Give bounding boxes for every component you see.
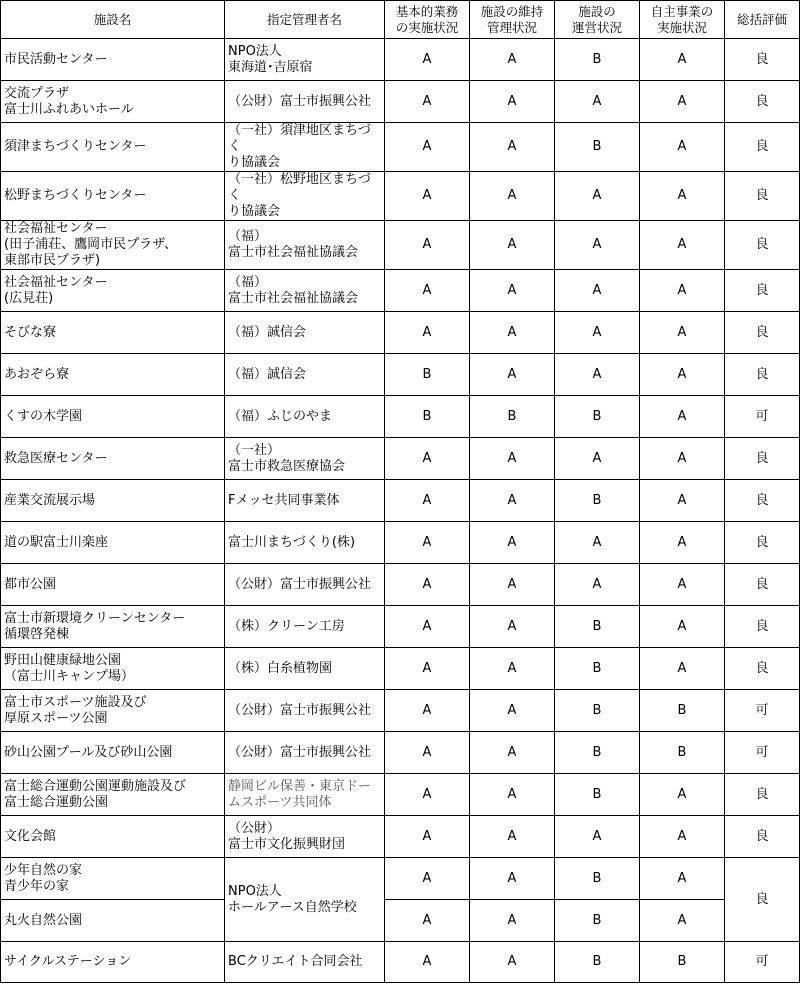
own-projects-cell: A <box>640 39 725 81</box>
own-projects-cell: A <box>640 774 725 816</box>
own-projects-cell: A <box>640 648 725 690</box>
facility-name-cell: 産業交流展示場 <box>1 480 225 522</box>
manager-name-cell: （福）誠信会 <box>225 354 385 396</box>
maintenance-cell: A <box>470 438 555 480</box>
header-manager: 指定管理者名 <box>225 1 385 39</box>
own-projects-cell: A <box>640 396 725 438</box>
own-projects-cell: A <box>640 172 725 221</box>
table-body <box>1 39 800 983</box>
basic-operations-cell: A <box>385 816 470 858</box>
maintenance-cell: A <box>470 858 555 900</box>
facility-name-cell: 市民活動センター <box>1 39 225 81</box>
facility-name-cell: 社会福祉センター (広見荘) <box>1 270 225 312</box>
basic-operations-cell: A <box>385 858 470 900</box>
operation-cell: A <box>555 270 640 312</box>
table-row <box>1 270 800 312</box>
maintenance-cell: A <box>470 270 555 312</box>
table-row <box>1 690 800 732</box>
facility-name-cell: 少年自然の家 青少年の家 <box>1 858 225 900</box>
operation-cell: A <box>555 221 640 270</box>
maintenance-cell: A <box>470 900 555 942</box>
overall-rating-cell: 良 <box>725 172 800 221</box>
maintenance-cell: A <box>470 564 555 606</box>
maintenance-cell: A <box>470 221 555 270</box>
own-projects-cell: B <box>640 690 725 732</box>
basic-operations-cell: A <box>385 900 470 942</box>
table-row <box>1 354 800 396</box>
manager-name-cell: 静岡ビル保善・東京ドー ムスポーツ共同体 <box>225 774 385 816</box>
table-row <box>1 816 800 858</box>
basic-operations-cell: A <box>385 606 470 648</box>
basic-operations-cell: A <box>385 942 470 983</box>
maintenance-cell: A <box>470 732 555 774</box>
own-projects-cell: A <box>640 564 725 606</box>
basic-operations-cell: A <box>385 221 470 270</box>
table-row <box>1 123 800 172</box>
operation-cell: A <box>555 312 640 354</box>
basic-operations-cell: A <box>385 522 470 564</box>
facility-name-cell: 富士市新環境クリーンセンター 循環啓発棟 <box>1 606 225 648</box>
facility-name-cell: 都市公園 <box>1 564 225 606</box>
maintenance-cell: A <box>470 354 555 396</box>
own-projects-cell: A <box>640 438 725 480</box>
basic-operations-cell: B <box>385 354 470 396</box>
overall-rating-cell: 良 <box>725 81 800 123</box>
table-row <box>1 942 800 983</box>
basic-operations-cell: A <box>385 438 470 480</box>
maintenance-cell: A <box>470 942 555 983</box>
overall-rating-cell: 良 <box>725 354 800 396</box>
table-row <box>1 396 800 438</box>
facility-name-cell: 社会福祉センター (田子浦荘、鷹岡市民プラザ、 東部市民プラザ) <box>1 221 225 270</box>
maintenance-cell: A <box>470 606 555 648</box>
header-row <box>1 1 800 39</box>
manager-name-cell: （株）クリーン工房 <box>225 606 385 648</box>
overall-rating-cell: 良 <box>725 480 800 522</box>
facility-name-cell: 交流プラザ 富士川ふれあいホール <box>1 81 225 123</box>
maintenance-cell: A <box>470 39 555 81</box>
basic-operations-cell: A <box>385 564 470 606</box>
basic-operations-cell: A <box>385 270 470 312</box>
operation-cell: A <box>555 816 640 858</box>
overall-rating-cell: 可 <box>725 396 800 438</box>
operation-cell: A <box>555 564 640 606</box>
overall-rating-cell: 良 <box>725 648 800 690</box>
manager-name-cell: NPO法人 東海道･吉原宿 <box>225 39 385 81</box>
manager-name-cell: （公財）富士市振興公社 <box>225 564 385 606</box>
own-projects-cell: A <box>640 81 725 123</box>
facility-name-cell: 野田山健康緑地公園 （富士川キャンプ場） <box>1 648 225 690</box>
table-row <box>1 39 800 81</box>
manager-name-cell: （一社） 富士市救急医療協会 <box>225 438 385 480</box>
overall-rating-cell: 良 <box>725 774 800 816</box>
own-projects-cell: A <box>640 312 725 354</box>
maintenance-cell: A <box>470 648 555 690</box>
basic-operations-cell: A <box>385 123 470 172</box>
own-projects-cell: A <box>640 221 725 270</box>
table-row <box>1 648 800 690</box>
manager-name-cell: （株）白糸植物園 <box>225 648 385 690</box>
maintenance-cell: B <box>470 396 555 438</box>
basic-operations-cell: A <box>385 312 470 354</box>
own-projects-cell: B <box>640 942 725 983</box>
header-own-projects: 自主事業の 実施状況 <box>640 1 725 39</box>
manager-name-cell: （福） 富士市社会福祉協議会 <box>225 221 385 270</box>
manager-name-cell: （公財）富士市振興公社 <box>225 81 385 123</box>
operation-cell: A <box>555 522 640 564</box>
own-projects-cell: A <box>640 900 725 942</box>
table-row <box>1 312 800 354</box>
own-projects-cell: A <box>640 858 725 900</box>
facility-name-cell: 丸火自然公園 <box>1 900 225 942</box>
facility-name-cell: あおぞら寮 <box>1 354 225 396</box>
overall-rating-cell: 良 <box>725 564 800 606</box>
facility-name-cell: 道の駅富士川楽座 <box>1 522 225 564</box>
overall-rating-cell: 良 <box>725 221 800 270</box>
manager-name-cell: （一社）松野地区まちづく り協議会 <box>225 172 385 221</box>
facility-name-cell: 文化会館 <box>1 816 225 858</box>
operation-cell: B <box>555 648 640 690</box>
maintenance-cell: A <box>470 774 555 816</box>
basic-operations-cell: A <box>385 774 470 816</box>
maintenance-cell: A <box>470 522 555 564</box>
basic-operations-cell: B <box>385 396 470 438</box>
operation-cell: B <box>555 396 640 438</box>
facility-name-cell: 須津まちづくりセンター <box>1 123 225 172</box>
header-maintenance: 施設の維持 管理状況 <box>470 1 555 39</box>
facility-name-cell: 富士総合運動公園運動施設及び 富士総合運動公園 <box>1 774 225 816</box>
facility-name-cell: 救急医療センター <box>1 438 225 480</box>
manager-name-cell: BCクリエイト合同会社 <box>225 942 385 983</box>
manager-name-cell: 富士川まちづくり(株) <box>225 522 385 564</box>
overall-rating-cell: 良 <box>725 39 800 81</box>
operation-cell: B <box>555 690 640 732</box>
facility-name-cell: 富士市スポーツ施設及び 厚原スポーツ公園 <box>1 690 225 732</box>
basic-operations-cell: A <box>385 648 470 690</box>
overall-rating-cell: 良 <box>725 858 800 942</box>
manager-name-cell: （福）誠信会 <box>225 312 385 354</box>
header-basic-operations: 基本的業務 の実施状況 <box>385 1 470 39</box>
table-row <box>1 606 800 648</box>
table-row <box>1 172 800 221</box>
operation-cell: A <box>555 354 640 396</box>
manager-name-cell: （一社）須津地区まちづく り協議会 <box>225 123 385 172</box>
facility-name-cell: そびな寮 <box>1 312 225 354</box>
basic-operations-cell: A <box>385 39 470 81</box>
operation-cell: A <box>555 438 640 480</box>
operation-cell: B <box>555 123 640 172</box>
overall-rating-cell: 良 <box>725 606 800 648</box>
overall-rating-cell: 良 <box>725 123 800 172</box>
manager-name-cell: NPO法人 ホールアース自然学校 <box>225 858 385 942</box>
table-row <box>1 81 800 123</box>
manager-name-cell: （公財）富士市振興公社 <box>225 732 385 774</box>
overall-rating-cell: 良 <box>725 270 800 312</box>
manager-name-cell: （福）ふじのやま <box>225 396 385 438</box>
basic-operations-cell: A <box>385 480 470 522</box>
table-row <box>1 522 800 564</box>
header-operation: 施設の 運営状況 <box>555 1 640 39</box>
maintenance-cell: A <box>470 816 555 858</box>
overall-rating-cell: 良 <box>725 312 800 354</box>
facility-name-cell: 松野まちづくりセンター <box>1 172 225 221</box>
own-projects-cell: A <box>640 354 725 396</box>
own-projects-cell: A <box>640 270 725 312</box>
manager-name-cell: （公財） 富士市文化振興財団 <box>225 816 385 858</box>
own-projects-cell: A <box>640 522 725 564</box>
basic-operations-cell: A <box>385 81 470 123</box>
operation-cell: B <box>555 942 640 983</box>
operation-cell: B <box>555 900 640 942</box>
operation-cell: B <box>555 732 640 774</box>
manager-name-cell: （公財）富士市振興公社 <box>225 690 385 732</box>
operation-cell: B <box>555 858 640 900</box>
basic-operations-cell: A <box>385 732 470 774</box>
operation-cell: B <box>555 606 640 648</box>
own-projects-cell: A <box>640 816 725 858</box>
maintenance-cell: A <box>470 480 555 522</box>
table-row <box>1 732 800 774</box>
overall-rating-cell: 良 <box>725 522 800 564</box>
maintenance-cell: A <box>470 312 555 354</box>
own-projects-cell: B <box>640 732 725 774</box>
facility-name-cell: くすの木学園 <box>1 396 225 438</box>
overall-rating-cell: 良 <box>725 816 800 858</box>
header-facility: 施設名 <box>1 1 225 39</box>
facility-name-cell: サイクルステーション <box>1 942 225 983</box>
own-projects-cell: A <box>640 480 725 522</box>
table-row <box>1 900 800 942</box>
operation-cell: B <box>555 774 640 816</box>
maintenance-cell: A <box>470 123 555 172</box>
table-row <box>1 774 800 816</box>
overall-rating-cell: 良 <box>725 438 800 480</box>
maintenance-cell: A <box>470 690 555 732</box>
operation-cell: A <box>555 172 640 221</box>
operation-cell: A <box>555 81 640 123</box>
overall-rating-cell: 可 <box>725 690 800 732</box>
header-overall: 総括評価 <box>725 1 800 39</box>
maintenance-cell: A <box>470 172 555 221</box>
operation-cell: B <box>555 480 640 522</box>
maintenance-cell: A <box>470 81 555 123</box>
table-row <box>1 221 800 270</box>
overall-rating-cell: 可 <box>725 732 800 774</box>
manager-name-cell: （福） 富士市社会福祉協議会 <box>225 270 385 312</box>
manager-name-cell: Fメッセ共同事業体 <box>225 480 385 522</box>
own-projects-cell: A <box>640 123 725 172</box>
basic-operations-cell: A <box>385 690 470 732</box>
table-row <box>1 438 800 480</box>
basic-operations-cell: A <box>385 172 470 221</box>
overall-rating-cell: 可 <box>725 942 800 983</box>
operation-cell: B <box>555 39 640 81</box>
table-row <box>1 564 800 606</box>
table-row <box>1 480 800 522</box>
own-projects-cell: A <box>640 606 725 648</box>
table-row <box>1 858 800 900</box>
facility-name-cell: 砂山公園プール及び砂山公園 <box>1 732 225 774</box>
